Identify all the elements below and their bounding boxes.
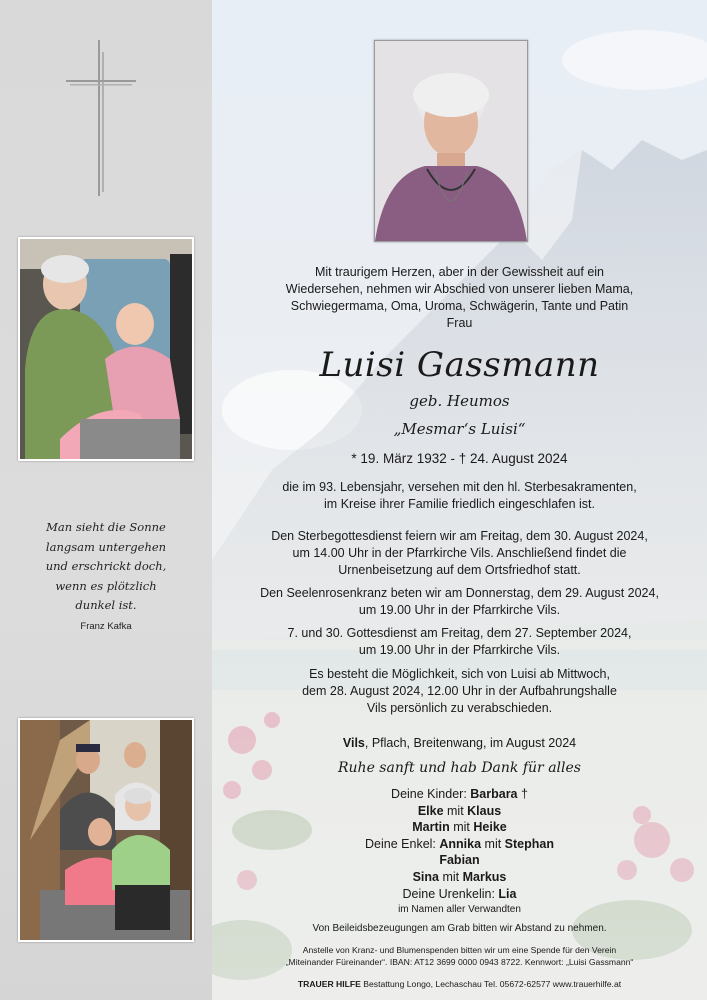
undertaker-line — [212, 978, 707, 990]
family-single — [212, 852, 707, 869]
quote-author: Franz Kafka — [80, 620, 132, 632]
viewing-info — [212, 666, 707, 716]
life-dates: * 19. März 1932 - † 24. August 2024 — [351, 451, 568, 466]
grandchildren-line — [212, 836, 707, 853]
service-line: um 19.00 Uhr in der Pfarrkirche Vils. — [358, 602, 561, 617]
service-line: Den Seelenrosenkranz beten wir am Donnerstag, dem 29. August 2024, — [260, 586, 659, 600]
family-member: Martin — [412, 820, 450, 835]
place-rest: , Pflach, Breitenwang, im August 2024 — [364, 736, 577, 750]
donation-line: „Miteinander Füreinander“. IBAN: AT12 3699 0000 0943 8722. Kennwort: „Luisi Gassmann“ — [285, 957, 634, 967]
intro-line: Schwiegermama, Oma, Uroma, Schwägerin, Tante und Patin — [290, 298, 629, 313]
great-grandchildren-line — [212, 886, 707, 903]
quote-line: dunkel ist. — [75, 598, 137, 612]
funeral-service — [212, 528, 707, 578]
service-line: Vils persönlich zu verabschieden. — [366, 700, 553, 715]
memorial-mass — [212, 625, 707, 659]
deceased-name: Luisi Gassmann — [319, 345, 600, 385]
nickname: „Mesmar‘s Luisi“ — [393, 420, 526, 438]
family-list — [212, 786, 707, 916]
salutation: Frau — [446, 316, 473, 331]
quote-line: wenn es plötzlich — [55, 578, 157, 593]
sidebar — [0, 0, 212, 1000]
service-line: um 19.00 Uhr in der Pfarrkirche Vils. — [358, 642, 561, 657]
photo-family-on-stairs — [18, 718, 194, 942]
undertaker-details: Bestattung Longo, Lechaschau Tel. 05672-62577 www.trauerhilfe.at — [360, 979, 622, 989]
family-member: Heike — [473, 820, 507, 835]
donation-note — [212, 944, 707, 968]
service-line: um 14.00 Uhr in der Pfarrkirche Vils. Anschließend findet die — [292, 545, 627, 560]
intro-line: Wiedersehen, nehmen wir Abschied von unserer lieben Mama, — [285, 281, 634, 296]
children-label: Deine Kinder: — [391, 787, 471, 801]
family-pair — [212, 819, 707, 836]
with-word: mit — [443, 803, 468, 818]
family-member: Lia — [498, 886, 517, 901]
service-line: Urnenbeisetzung auf dem Ortsfriedhof statt. — [338, 562, 581, 577]
cross-icon — [66, 40, 136, 196]
undertaker-name: TRAUER HILFE — [297, 979, 361, 989]
service-line: dem 28. August 2024, 12.00 Uhr in der Aufbahrungshalle — [302, 683, 617, 698]
intro-line: Mit traurigem Herzen, aber in der Gewissheit auf ein — [314, 265, 604, 279]
place-bold: Vils — [342, 736, 365, 750]
photo-grandma-with-baby — [18, 237, 194, 461]
great-grandchildren-label: Deine Urenkelin: — [402, 886, 499, 901]
children-line — [212, 786, 707, 803]
service-line: Den Sterbegottesdienst feiern wir am Freitag, dem 30. August 2024, — [271, 529, 648, 543]
intro — [212, 264, 707, 332]
family-member: Fabian — [439, 853, 480, 868]
all-relatives: im Namen aller Verwandten — [398, 904, 521, 916]
with-word: mit — [481, 836, 505, 851]
grandchildren-label: Deine Enkel: — [365, 836, 440, 851]
family-member: Stephan — [504, 836, 554, 851]
rosary-service — [212, 585, 707, 619]
quote-line: langsam untergehen — [45, 539, 167, 554]
family-member: Annika — [439, 836, 482, 851]
family-pair — [212, 869, 707, 886]
passing-line: im Kreise ihrer Familie friedlich eingeschlafen ist. — [324, 496, 595, 511]
place-date — [212, 735, 707, 752]
family-member: Elke — [417, 803, 444, 818]
passing-text — [212, 479, 707, 513]
passing-line: die im 93. Lebensjahr, versehen mit den hl. Sterbesakramenten, — [282, 480, 637, 494]
condolence-note: Von Beileidsbezeugungen am Grab bitten wir Abstand zu nehmen. — [312, 923, 607, 934]
quote-line: und erschrickt doch, — [45, 559, 167, 573]
family-member: Klaus — [467, 803, 502, 818]
deceased-mark: † — [517, 787, 528, 801]
family-member: Barbara — [470, 787, 518, 801]
birth-name: geb. Heumos — [409, 392, 510, 410]
service-line: 7. und 30. Gottesdienst am Freitag, dem 27. September 2024, — [287, 626, 632, 640]
obituary-content — [212, 0, 707, 1000]
with-word: mit — [449, 820, 474, 835]
donation-line: Anstelle von Kranz- und Blumenspenden bitten wir um eine Spende für den Verein — [302, 945, 617, 955]
quote — [20, 518, 192, 632]
family-pair — [212, 803, 707, 820]
family-member: Sina — [412, 869, 439, 884]
family-member: Markus — [462, 869, 507, 884]
service-line: Es besteht die Möglichkeit, sich von Luisi ab Mittwoch, — [309, 667, 610, 681]
with-word: mit — [439, 869, 463, 884]
motto: Ruhe sanft und hab Dank für alles — [338, 760, 581, 776]
quote-line: Man sieht die Sonne — [46, 520, 166, 534]
